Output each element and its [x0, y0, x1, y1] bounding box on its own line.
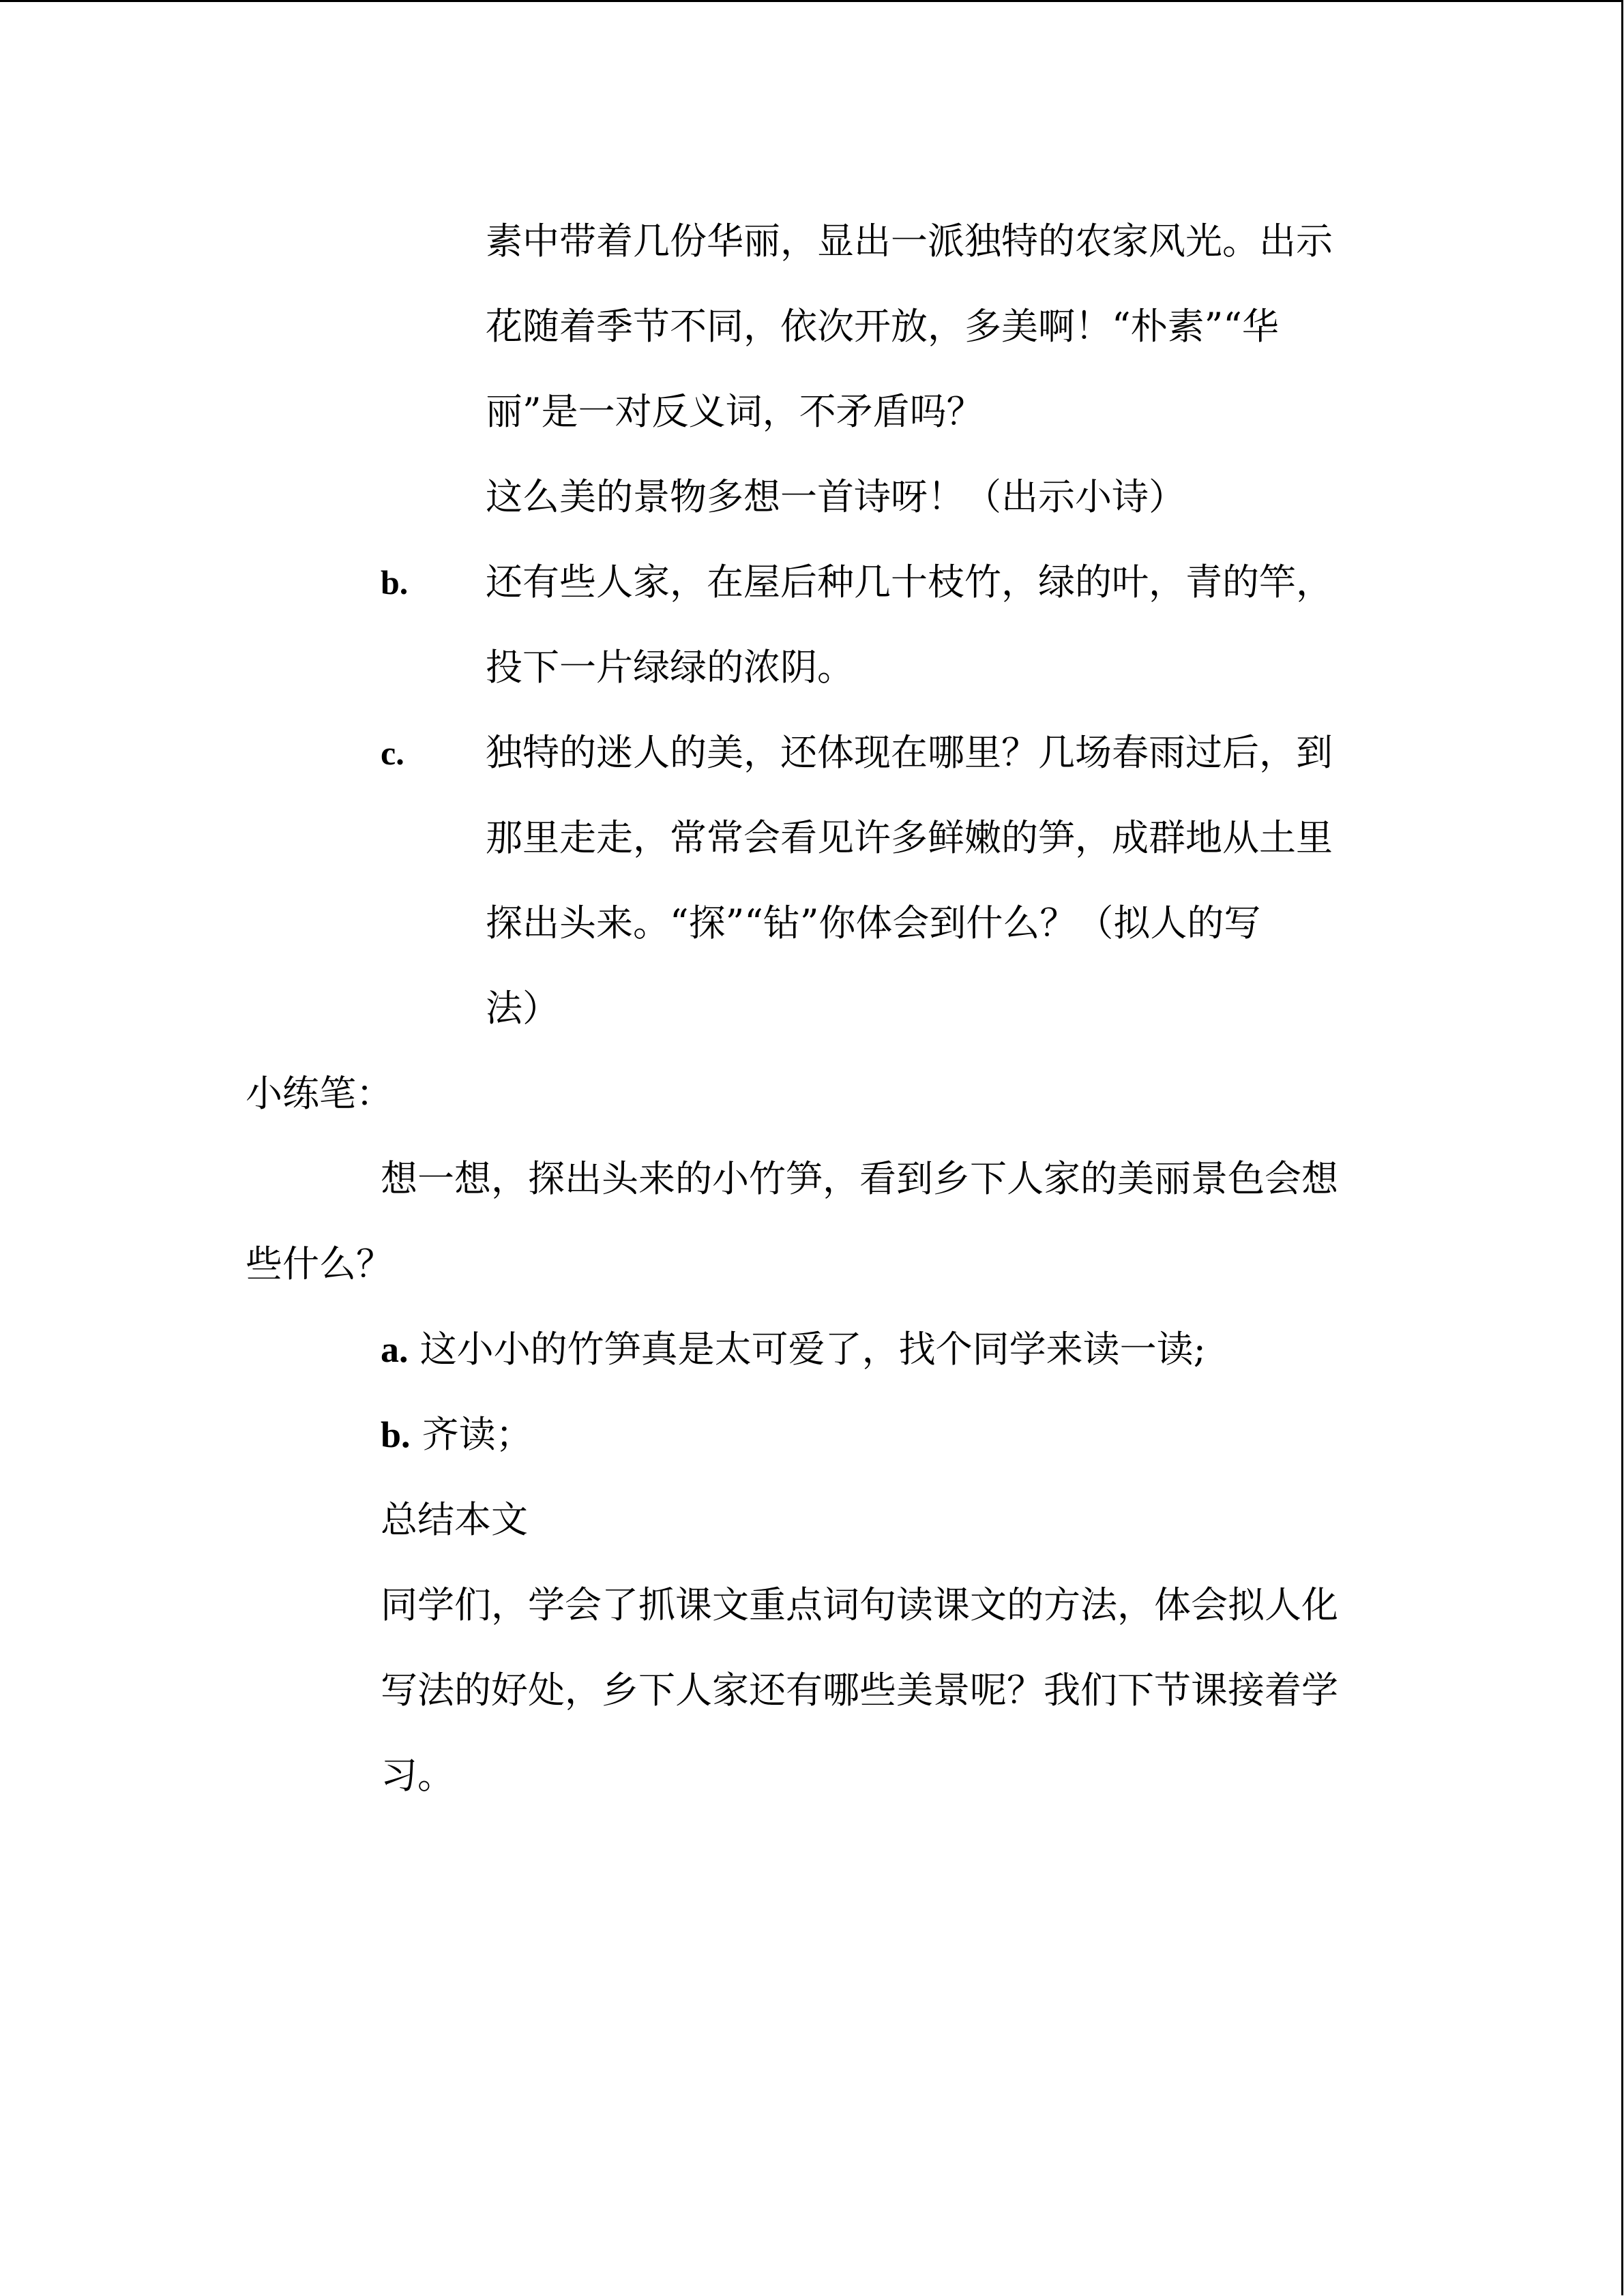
- continued-item-line-2: 花随着季节不同，依次开放，多美啊！“朴素”“华: [486, 305, 1279, 348]
- reading-b-text: 齐读；: [422, 1413, 533, 1456]
- item-c-line-1: 独特的迷人的美，还体现在哪里？几场春雨过后，到: [486, 731, 1333, 774]
- item-b-marker: b.: [381, 563, 409, 601]
- item-c-line-2: 那里走走，常常会看见许多鲜嫩的笋，成群地从土里: [486, 816, 1333, 859]
- item-c-line-3: 探出头来。“探”“钻”你体会到什么？（拟人的写: [486, 901, 1261, 944]
- continued-item-line-3: 丽”是一对反义词，不矛盾吗？: [486, 390, 984, 433]
- item-c-line-4: 法）: [486, 987, 559, 1030]
- reading-item-b: [381, 1410, 533, 1459]
- item-c-marker: c.: [381, 734, 404, 772]
- reading-item-a: [381, 1325, 1206, 1374]
- item-b-line-1: 还有些人家，在屋后种几十枝竹，绿的叶，青的竿，: [486, 561, 1333, 603]
- item-b-line-2: 投下一片绿绿的浓阴。: [486, 646, 854, 689]
- summary-heading: 总结本文: [381, 1498, 528, 1541]
- practice-heading: 小练笔：: [246, 1072, 393, 1115]
- practice-line-2: 些什么？: [246, 1242, 393, 1285]
- reading-a-marker: a.: [381, 1329, 409, 1370]
- summary-line-1: 同学们，学会了抓课文重点词句读课文的方法，体会拟人化: [381, 1583, 1338, 1626]
- practice-line-1: 想一想，探出头来的小竹笋，看到乡下人家的美丽景色会想: [381, 1157, 1338, 1200]
- reading-b-marker: b.: [381, 1414, 411, 1455]
- summary-line-2: 写法的好处，乡下人家还有哪些美景呢？我们下节课接着学: [381, 1669, 1338, 1712]
- reading-a-text: 这小小的竹笋真是太可爱了，找个同学来读一读;: [419, 1328, 1206, 1371]
- continued-item-line-1: 素中带着几份华丽，显出一派独特的农家风光。出示: [486, 220, 1333, 263]
- continued-item-line-4: 这么美的景物多想一首诗呀！（出示小诗）: [486, 475, 1185, 518]
- summary-line-3: 习。: [381, 1754, 454, 1797]
